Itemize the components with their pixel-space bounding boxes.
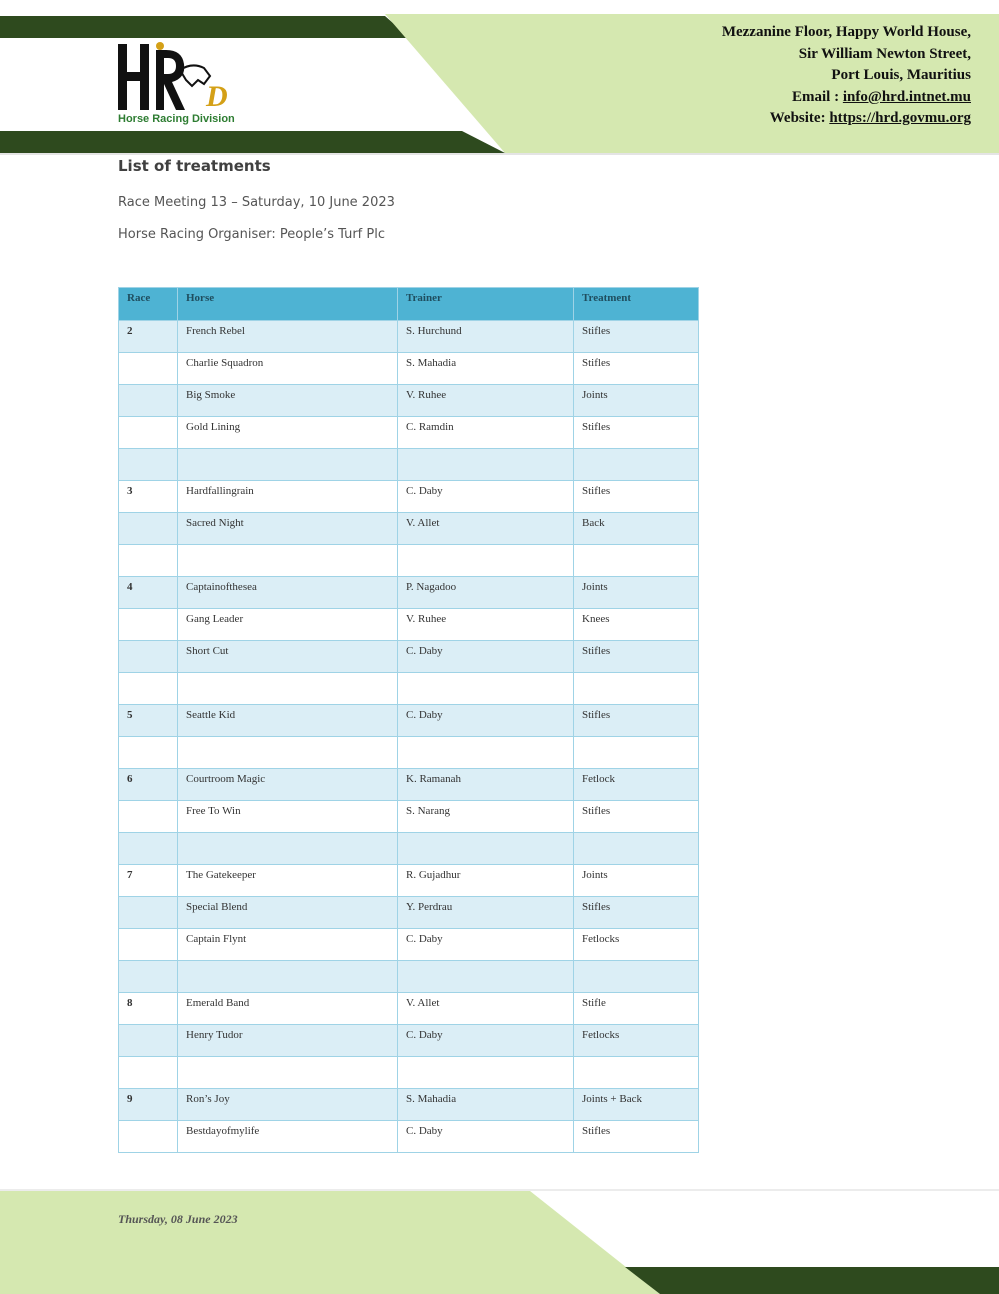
race-cell bbox=[119, 353, 178, 385]
trainer-cell: P. Nagadoo bbox=[398, 577, 574, 609]
table-row bbox=[119, 673, 699, 705]
table-row bbox=[119, 929, 699, 961]
treatment-cell: Joints bbox=[574, 577, 699, 609]
race-cell bbox=[119, 545, 178, 577]
email-link[interactable]: info@hrd.intnet.mu bbox=[842, 88, 971, 105]
trainer-cell: V. Ruhee bbox=[398, 609, 574, 641]
race-cell bbox=[119, 833, 178, 865]
horse-cell: Free To Win bbox=[178, 801, 398, 833]
table-row bbox=[119, 865, 699, 897]
treatment-cell: Stifles bbox=[574, 353, 699, 385]
trainer-cell bbox=[398, 545, 574, 577]
table-header-row bbox=[119, 288, 699, 321]
table-row bbox=[119, 769, 699, 801]
horse-cell: Courtroom Magic bbox=[178, 769, 398, 801]
trainer-cell bbox=[398, 961, 574, 993]
treatment-cell: Joints bbox=[574, 865, 699, 897]
horse-cell: Hardfallingrain bbox=[178, 481, 398, 513]
trainer-cell: C. Daby bbox=[398, 929, 574, 961]
table-body bbox=[119, 321, 699, 1153]
trainer-cell: V. Allet bbox=[398, 993, 574, 1025]
trainer-cell: V. Ruhee bbox=[398, 385, 574, 417]
footer-date: Thursday, 08 June 2023 bbox=[118, 1212, 238, 1226]
treatment-cell: Stifles bbox=[574, 897, 699, 929]
race-cell: 6 bbox=[119, 769, 178, 801]
header-treatment: Treatment bbox=[574, 288, 699, 321]
horse-cell bbox=[178, 737, 398, 769]
table-row bbox=[119, 321, 699, 353]
horse-cell bbox=[178, 961, 398, 993]
treatment-cell: Fetlocks bbox=[574, 1025, 699, 1057]
race-meeting-info: Race Meeting 13 – Saturday, 10 June 2023 bbox=[118, 195, 395, 210]
svg-text:D: D bbox=[206, 80, 228, 113]
race-cell bbox=[119, 897, 178, 929]
table-row bbox=[119, 545, 699, 577]
treatment-cell bbox=[574, 449, 699, 481]
trainer-cell: S. Mahadia bbox=[398, 353, 574, 385]
treatment-cell bbox=[574, 833, 699, 865]
horse-cell bbox=[178, 673, 398, 705]
website-link[interactable]: https://hrd.govmu.org bbox=[829, 110, 971, 126]
header-race: Race bbox=[119, 288, 178, 321]
table-row bbox=[119, 577, 699, 609]
trainer-cell bbox=[398, 449, 574, 481]
treatment-cell: Joints bbox=[574, 385, 699, 417]
table-row bbox=[119, 1025, 699, 1057]
horse-cell: Special Blend bbox=[178, 897, 398, 929]
horse-cell: Charlie Squadron bbox=[178, 353, 398, 385]
horse-cell: The Gatekeeper bbox=[178, 865, 398, 897]
address-line-2: Sir William Newton Street, bbox=[798, 45, 971, 62]
treatment-cell: Stifles bbox=[574, 1121, 699, 1153]
race-cell bbox=[119, 417, 178, 449]
header-trainer: Trainer bbox=[398, 288, 574, 321]
trainer-cell bbox=[398, 1057, 574, 1089]
treatments-table bbox=[118, 287, 699, 1153]
treatment-cell: Knees bbox=[574, 609, 699, 641]
race-cell bbox=[119, 1025, 178, 1057]
race-cell bbox=[119, 385, 178, 417]
treatment-cell: Fetlocks bbox=[574, 929, 699, 961]
treatment-cell: Stifles bbox=[574, 481, 699, 513]
trainer-cell: C. Daby bbox=[398, 641, 574, 673]
table-row bbox=[119, 1089, 699, 1121]
header-dark-band-top bbox=[0, 16, 410, 38]
treatment-cell: Fetlock bbox=[574, 769, 699, 801]
horse-cell: Ron’s Joy bbox=[178, 1089, 398, 1121]
table-row bbox=[119, 481, 699, 513]
race-cell bbox=[119, 801, 178, 833]
table-row bbox=[119, 897, 699, 929]
race-cell: 3 bbox=[119, 481, 178, 513]
race-cell: 5 bbox=[119, 705, 178, 737]
treatment-cell: Stifle bbox=[574, 993, 699, 1025]
treatment-cell: Stifles bbox=[574, 321, 699, 353]
horse-cell: Gang Leader bbox=[178, 609, 398, 641]
trainer-cell: C. Daby bbox=[398, 481, 574, 513]
organiser-info: Horse Racing Organiser: People’s Turf Plc bbox=[118, 227, 385, 242]
treatment-cell bbox=[574, 1057, 699, 1089]
horse-cell: Seattle Kid bbox=[178, 705, 398, 737]
address-line-3: Port Louis, Mauritius bbox=[831, 67, 971, 83]
address-line-1: Mezzanine Floor, Happy World House, bbox=[721, 24, 971, 40]
horse-cell bbox=[178, 833, 398, 865]
trainer-cell: S. Hurchund bbox=[398, 321, 574, 353]
table-row bbox=[119, 417, 699, 449]
table-row bbox=[119, 513, 699, 545]
treatment-cell bbox=[574, 545, 699, 577]
horse-cell: Henry Tudor bbox=[178, 1025, 398, 1057]
trainer-cell: S. Narang bbox=[398, 801, 574, 833]
website-line bbox=[722, 108, 971, 130]
footer-dark-band bbox=[625, 1267, 999, 1294]
race-cell: 8 bbox=[119, 993, 178, 1025]
horse-cell bbox=[178, 1057, 398, 1089]
table-row bbox=[119, 449, 699, 481]
trainer-cell bbox=[398, 737, 574, 769]
treatment-cell: Stifles bbox=[574, 801, 699, 833]
header-horse: Horse bbox=[178, 288, 398, 321]
trainer-cell: R. Gujadhur bbox=[398, 865, 574, 897]
table-row bbox=[119, 993, 699, 1025]
treatment-cell: Back bbox=[574, 513, 699, 545]
race-cell bbox=[119, 513, 178, 545]
race-cell: 9 bbox=[119, 1089, 178, 1121]
table-row bbox=[119, 1057, 699, 1089]
race-cell bbox=[119, 609, 178, 641]
horse-cell: Captainofthesea bbox=[178, 577, 398, 609]
treatment-cell: Stifles bbox=[574, 417, 699, 449]
table-row bbox=[119, 833, 699, 865]
header-dark-band-bottom bbox=[0, 131, 505, 153]
race-cell bbox=[119, 737, 178, 769]
treatment-cell: Joints + Back bbox=[574, 1089, 699, 1121]
race-cell bbox=[119, 1121, 178, 1153]
trainer-cell: S. Mahadia bbox=[398, 1089, 574, 1121]
horse-cell: Sacred Night bbox=[178, 513, 398, 545]
trainer-cell: C. Daby bbox=[398, 1025, 574, 1057]
logo-caption: Horse Racing Division bbox=[118, 113, 235, 125]
treatment-cell bbox=[574, 961, 699, 993]
trainer-cell: C. Daby bbox=[398, 705, 574, 737]
website-label: Website: bbox=[769, 110, 830, 126]
horse-cell bbox=[178, 449, 398, 481]
page-title: List of treatments bbox=[118, 157, 271, 175]
horse-cell: Emerald Band bbox=[178, 993, 398, 1025]
race-cell: 2 bbox=[119, 321, 178, 353]
horse-cell: Captain Flynt bbox=[178, 929, 398, 961]
table-row bbox=[119, 385, 699, 417]
horse-cell: Bestdayofmylife bbox=[178, 1121, 398, 1153]
trainer-cell: V. Allet bbox=[398, 513, 574, 545]
race-cell: 4 bbox=[119, 577, 178, 609]
horse-cell: French Rebel bbox=[178, 321, 398, 353]
table-row bbox=[119, 1121, 699, 1153]
horse-cell: Short Cut bbox=[178, 641, 398, 673]
horse-cell: Gold Lining bbox=[178, 417, 398, 449]
race-cell bbox=[119, 1057, 178, 1089]
table-row bbox=[119, 737, 699, 769]
table-row bbox=[119, 801, 699, 833]
trainer-cell bbox=[398, 673, 574, 705]
email-label: Email : bbox=[792, 88, 843, 105]
trainer-cell: C. Ramdin bbox=[398, 417, 574, 449]
race-cell bbox=[119, 641, 178, 673]
treatment-cell: Stifles bbox=[574, 705, 699, 737]
race-cell bbox=[119, 929, 178, 961]
address-block bbox=[722, 22, 971, 130]
trainer-cell: K. Ramanah bbox=[398, 769, 574, 801]
treatment-cell bbox=[574, 737, 699, 769]
race-cell: 7 bbox=[119, 865, 178, 897]
trainer-cell: Y. Perdrau bbox=[398, 897, 574, 929]
table-row bbox=[119, 641, 699, 673]
trainer-cell bbox=[398, 833, 574, 865]
table-row bbox=[119, 609, 699, 641]
table-row bbox=[119, 961, 699, 993]
email-line bbox=[722, 87, 971, 109]
horse-cell: Big Smoke bbox=[178, 385, 398, 417]
race-cell bbox=[119, 449, 178, 481]
table-row bbox=[119, 705, 699, 737]
trainer-cell: C. Daby bbox=[398, 1121, 574, 1153]
treatment-cell bbox=[574, 673, 699, 705]
race-cell bbox=[119, 673, 178, 705]
horse-cell bbox=[178, 545, 398, 577]
race-cell bbox=[119, 961, 178, 993]
footer-light-panel bbox=[0, 1191, 660, 1294]
treatment-cell: Stifles bbox=[574, 641, 699, 673]
table-row bbox=[119, 353, 699, 385]
